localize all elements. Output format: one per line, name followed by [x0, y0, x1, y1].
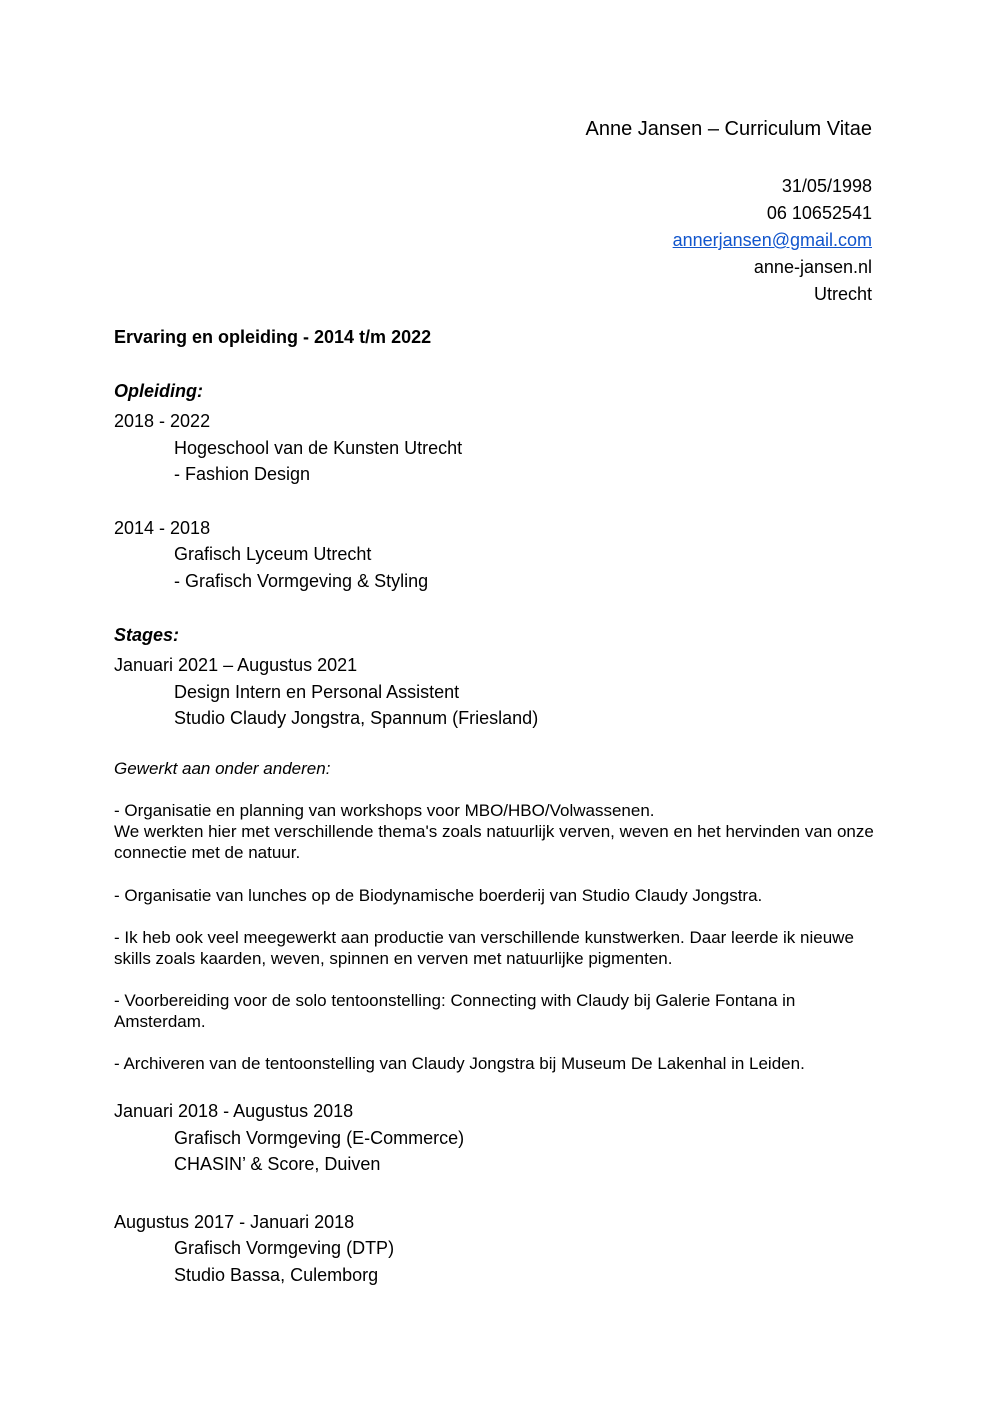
- worked-on-label: Gewerkt aan onder anderen:: [114, 759, 331, 778]
- internship-company: Studio Claudy Jongstra, Spannum (Friesland): [174, 708, 539, 728]
- internship-role: Grafisch Vormgeving (E-Commerce): [174, 1128, 465, 1148]
- internships-heading: Stages:: [114, 625, 180, 645]
- internship-period: Januari 2018 - Augustus 2018: [114, 1101, 354, 1121]
- internship-role: Design Intern en Personal Assistent: [174, 682, 460, 702]
- city: Utrecht: [813, 284, 872, 304]
- task-paragraph: - Voorbereiding voor de solo tentoonstelling: Connecting with Claudy bij Galerie Fontana in Amsterdam.: [114, 991, 796, 1031]
- phone-number: 06 10652541: [766, 203, 872, 223]
- education-school: Grafisch Lyceum Utrecht: [174, 544, 372, 564]
- email-link[interactable]: annerjansen@gmail.com: [672, 230, 872, 250]
- section-heading: Ervaring en opleiding - 2014 t/m 2022: [114, 327, 432, 347]
- internship-period: Augustus 2017 - Januari 2018: [114, 1212, 355, 1232]
- education-program: - Grafisch Vormgeving & Styling: [174, 571, 429, 591]
- education-period: 2014 - 2018: [114, 518, 211, 538]
- education-program: - Fashion Design: [174, 464, 311, 484]
- education-heading: Opleiding:: [114, 381, 203, 401]
- task-paragraph: - Organisatie van lunches op de Biodynamische boerderij van Studio Claudy Jongstra.: [114, 886, 763, 905]
- task-paragraph: - Archiveren van de tentoonstelling van Claudy Jongstra bij Museum De Lakenhal in Leiden.: [114, 1054, 805, 1073]
- internship-company: CHASIN’ & Score, Duiven: [174, 1154, 381, 1174]
- internship-company: Studio Bassa, Culemborg: [174, 1265, 379, 1285]
- birthdate: 31/05/1998: [781, 176, 872, 196]
- task-paragraph: - Organisatie en planning van workshops voor MBO/HBO/Volwassenen.: [114, 801, 655, 820]
- internship-period: Januari 2021 – Augustus 2021: [114, 655, 358, 675]
- website: anne-jansen.nl: [753, 257, 872, 277]
- education-school: Hogeschool van de Kunsten Utrecht: [174, 438, 463, 458]
- education-period: 2018 - 2022: [114, 411, 211, 431]
- task-paragraph: We werkten hier met verschillende thema's zoals natuurlijk verven, weven en het hervinden van onze connectie met de natuur.: [114, 822, 874, 862]
- task-paragraph: - Ik heb ook veel meegewerkt aan productie van verschillende kunstwerken. Daar leerde ik nieuwe skills zoals kaarden, weven, spinnen en verven met natuurlijke pigmenten.: [114, 928, 854, 968]
- internship-role: Grafisch Vormgeving (DTP): [174, 1238, 395, 1258]
- document-title: Anne Jansen – Curriculum Vitae: [585, 118, 872, 140]
